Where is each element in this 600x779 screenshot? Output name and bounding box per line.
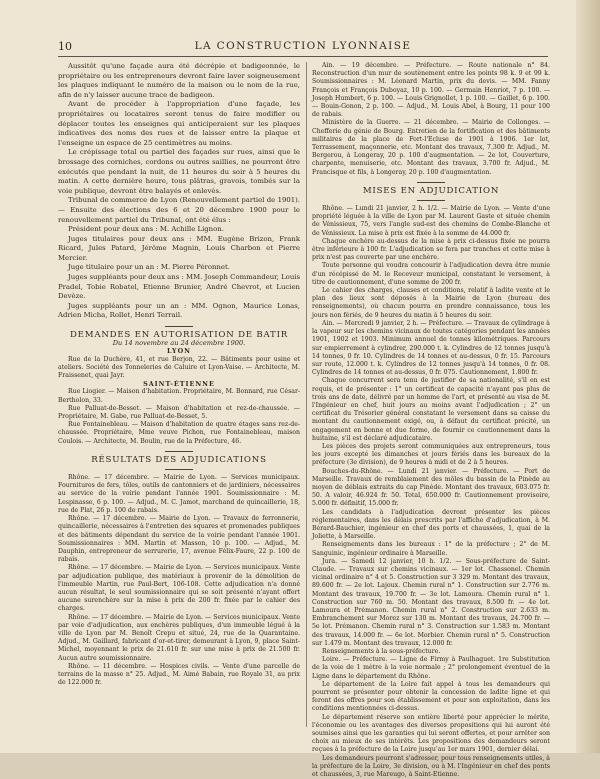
ornament-divider xyxy=(165,326,193,327)
paragraph: Les demandeurs pourront s'adresser, pour tous renseignements utiles, à la préfecture de la Loire, 3e division, ou à M. l'Ingénieur en chef des ponts et chaussées, 3, rue Mareugo, à Saint-Etienne. xyxy=(312,754,550,779)
page-number: 10 xyxy=(58,40,72,53)
list-item: Rhône. — 11 décembre. — Hospices civils. — Vente d'une parcelle de terrains de la masse n° 25. Adjud., M. Aimé Babain, rue Royale 31, au prix de 122.000 fr. xyxy=(58,662,300,687)
list-item: Rhône. — 17 décembre. — Mairie de Lyon. — Services municipaux. Vente par voie d'adjudication, aux enchères publiques, d'un immeuble légué à la ville de Lyon par M. Benoît Crepu et situé, 24, rue de la Quarantaine. Adjud., M. Gaillard, fabricant d'or-et-tirer, demeurant à Lyon, 9, place Saint-Michel, moyennant le prix de 21.610 fr. sur une mise à prix de 21.500 fr. Aucun autre soumissionnaire. xyxy=(58,613,300,662)
list-item: Rhône. — Lundi 21 janvier, 2 h. 1/2. — Mairie de Lyon. — Vente d'une propriété léguée à la ville de Lyon par M. Laurent Gaste et située chemin de Vénissieux, 75, vers l'angle sud-est des chemins de Combe-Blanche et de Vénissieux. La mise à prix est fixée à la somme de 44.000 fr. xyxy=(312,205,550,237)
paragraph: Renseignements à la sous-préfecture. xyxy=(322,648,441,656)
paragraph: Le crépissage total ou partiel des façades sur rues, ainsi que le brossage des corniches, cordons ou autres saillies, ne pourront être exécutés que pendant la nuit, de 11 heures du soir à 5 heures du matin. A cette dernière heure, tous plâtras, gravois, tombés sur la voie publique, devront être balayés et enlevés. xyxy=(58,148,300,195)
paragraph: Chaque concurrent sera tenu de justifier de sa nationalité, s'il en est requis, et de présenter : 1° un certificat de capacité n'ayant pas plus de trois ans de date, délivré par un homme de l'art, et présenté au visa de M. l'Ingénieur en chef, huit jours au moins avant l'adjudication ; 2° un certificat du Trésorier général constatant le versement dans sa caisse du montant du cautionnement exigé, ou, à défaut du certificat précité, un engagement en bonne et due forme, de fournir ce cautionnement dans la huitaine, s'il est déclaré adjudicataire. xyxy=(312,377,550,442)
column-divider xyxy=(306,62,307,727)
section-subtitle: Du 14 novembre au 24 décembre 1900. xyxy=(112,339,246,348)
paragraph: Toute personne qui voudra concourir à l'adjudication devra être munie d'un récépissé de M. le Receveur municipal, constatant le versement, à titre de cautionnement, d'une somme de 200 fr. xyxy=(312,262,550,286)
left-column xyxy=(58,62,300,732)
list-item: Jura. — Samedi 12 janvier, 10 h. 1/2. — Sous-préfecture de Saint-Claude. — Travaux sur chemins vicinaux. — 1er lot. Chassonel. Chemin vicinal ordinaire n° 4 et 5. Construction sur 3 329 m. Montant des travaux, 89.600 fr. — 2e lot. Lajoux. Chemin rural n° 1. Construction sur 2.776 m. Montant des travaux, 19.700 fr. — 3e lot. Lamoura. Chemin rural n° 1. Construction sur 760 m. 50. Montant des travaux, 8.500 fr. — 4e lot. Lamoura et Prémanon. Chemin rural n° 2. Construction sur 2.633 m. Embranchement sur Morez sur 130 m. Montant des travaux, 24.700 fr. — 5e lot. Prémanon. Chemin rural n° 3. Construction sur 1.583 m. Montant des travaux, 14.000 fr. — 6e lot. Morbier. Chemin rural n° 5. Construction sur 1.479 m. Montant des travaux, 12.000 fr. xyxy=(312,557,550,647)
paragraph: Juge titulaire pour un an : M. Pierre Péronnet. xyxy=(68,263,230,272)
list-item: Ain. — 19 décembre. — Préfecture. — Route nationale n° 84. Reconstruction d'un mur de soutènement entre les points 98 k. 9 et 99 k. Soumissionnaires : M. Léonard Martin, prix du devis. — MM. Fanny François et François Duboyaz, 10 p. 100. — Germain Henriot, 7 p. 100. — Joseph Humbert, 6 p. 100. — Louis Grignollet, 1 p. 100. — Gaillet, 6 p. 100. — Bouin-Gonon, 2 p. 100. — Adjud., M. Louis Abel, à Bourg, 11 pour 100 de rabais. xyxy=(312,62,550,119)
paragraph: Le département réserve son entière liberté pour apprécier le mérite, l'économie ou les avantages des diverses propositions qui lui auront été soumises ainsi que les garanties qui lui seront offertes, et pour arrêter son choix au mieux de ses intérêts. Les propositions des demandeurs seront reçues à la préfecture de la Loire jusqu'au 1er mars 1901, dernier délai. xyxy=(312,713,550,754)
right-column xyxy=(312,62,550,779)
list-item: Rhône. — 17 décembre. — Mairie de Lyon. — Services municipaux. Fournitures de fers, tôles, outils de cantonniers et de jardiniers, nécessaires au service de la voirie pendant l'année 1901. Soumissionnaire : M. Lespinasse, 6 p. 100. — Adjud., M. C. Jamot, marchand de quincaillerie, 18, rue de Plat, 26 p. 100 de rabais. xyxy=(58,474,300,514)
intro-block xyxy=(58,62,300,321)
list-item: Bouches-du-Rhône. — Lundi 21 janvier. — Préfecture. — Port de Marseille. Travaux de remblaiement des môles du bassin de la Pinède au moyen de déblais extraits du cap Pinède. Montant des travaux, 603.075 fr. 50. A valoir, 46.924 fr. 50. Total, 650.000 fr. Cautionnement provisoire, 5.000 fr. définitif, 15.000 fr. xyxy=(312,467,550,508)
paragraph: Renseignements dans les bureaux : 1° de la préfecture ; 2° de M. Sanguinic, ingénieur ordinaire à Marseille. xyxy=(312,541,550,557)
paragraph: Tribunal de commerce de Lyon (Renouvellement partiel de 1901). — Ensuite des élections des 6 et 20 décembre 1900 pour le renouvellement partiel du Tribunal, ont été élus : xyxy=(58,196,300,224)
paragraph: Avant de procéder à l'appropriation d'une façade, les propriétaires ou locataires seront tenus de faire modifier ou déplacer toutes les enseignes qui anticiperaient sur les plaques indicatives des noms des rues et de laisser entre la plaque et l'enseigne un espace de 25 centimètres au moins. xyxy=(58,100,300,147)
paragraph: Le département de la Loire fait appel à tous les demandeurs qui pourront se présenter pour obtenir la concession de ladite ligne et qui feront des offres pour son établissement et pour son exploitation, dans les conditions mentionnées ci-dessus. xyxy=(312,680,550,713)
list-item: Rhône. — 17 décembre. — Mairie de Lyon. — Services municipaux. Vente par adjudication publique, des matériaux à provenir de la démolition de l'immeuble Martin, rue Paul-Bert, 106-108. Cette adjudication n'a donné aucun résultat, le seul soumissionnaire qui se soit présenté n'ayant offert aucune surenchère sur la mise à prix de 200 fr. fixée par le cahier des charges. xyxy=(58,564,300,613)
section-title-mises: MISES EN ADJUDICATION xyxy=(362,185,500,196)
paragraph: Juges suppléants pour un an : MM. Ognon, Maurice Lonas, Adrien Micha, Rollet, Henri Terrail. xyxy=(58,301,300,320)
paragraph: Chaque enchère au-dessus de la mise à prix ci-dessus fixée ne pourra être inférieure à 100 fr. L'adjudication se fera par tranches et cette mise à prix n'est pas couverte par une enchère. xyxy=(312,237,550,262)
list-item: Ministère de la Guerre. — 21 décembre. — Mairie de Collonges. — Chefferie du génie de Bourg. Entretien de la fortification et des bâtiments militaires de la place de Fort-l'Ecluse de 1901 à 1906. 1er lot, Terrassement, maçonnerie, etc. Montant des travaux, 7.300 fr. Adjud., M. Bergerou, à Longeray, 20 p. 100 d'augmentation. — 2e lot, Couverture, charpente, menuiserie, etc. Montant des travaux, 3.700 fr. Adjud., M. Francisque et fils, à Longeray, 20 p. 100 d'augmentation. xyxy=(312,119,550,176)
ornament-divider xyxy=(165,451,193,452)
section-title-resultats: RÉSULTATS DES ADJUDICATIONS xyxy=(91,454,267,465)
paragraph: Rue Fontainebleau. — Maison d'habitation de quatre étages sans rez-de-chaussée. Propriétaire, Mme veuve Pichon, rue Fontainebleau, maison Coulois. — Architecte, M. Boulin, rue de la Préfecture, 46. xyxy=(58,421,300,445)
binding-gutter xyxy=(576,0,600,753)
paragraph: Rue Palluat-de-Besset. — Maison d'habitation et rez-de-chaussée. — Propriétaire, M. Gabe, rue Palluat-de-Besset, 5. xyxy=(58,404,300,421)
list-item: Rhône. — 17 décembre. — Mairie de Lyon. — Travaux de ferronnerie, quincaillerie, nécessaires à l'entretien des squares et promenades publiques et des bâtiments dépendant du service de la voirie pendant l'année 1901. Soumissionnaires : MM. Martin et Masson, 10 p. 100. — Adjud., M. Dauphin, entrepreneur de serrurerie, 17, avenue Félix-Faure, 22 p. 100 de rabais. xyxy=(58,515,300,564)
city-heading: SAINT-ÉTIENNE xyxy=(143,380,215,389)
paragraph: Rue Liogier. — Maison d'habitation. Propriétaire, M. Bonnard, rue César-Bertholon, 33. xyxy=(58,388,300,404)
list-item: Loire. — Préfecture. — Ligne de Firmy à Paulhaguet. 1re Substitution de la voie de 1 mètre à la voie normale ; 2° prolongement éventuel de la Ligne dans le département du Rhône. xyxy=(312,656,550,680)
ornament-divider xyxy=(165,469,193,470)
city-heading: LYON xyxy=(166,347,192,356)
header-rule xyxy=(58,56,548,57)
paragraph: Le cahier des charges, clauses et conditions, relatif à ladite vente et le plan des lieux sont déposés à la Mairie de Lyon (bureau des renseignements), où chacun pourra en prendre connaissance, tous les jours non fériés, de 9 heures du matin à 5 heures du soir. xyxy=(312,287,550,319)
paragraph: Les pièces des projets seront communiquées aux entrepreneurs, tous les jours excepté les dimanches et jours fériés dans les bureaux de la préfecture (3e division), de 9 heures à midi et de 2 à 5 heures. xyxy=(312,442,550,467)
paragraph: Juges suppléants pour deux ans : MM. Joseph Commandeur, Louis Pradel, Tobie Robatel, Etienne Brunier, André Chevrot, et Lucien Devèze. xyxy=(58,273,300,301)
paragraph: Juges titulaires pour deux ans : MM. Eugène Brizon, Frank Ricard, Jules Patard, Jérôme Magnin, Louis Charbon et Pierre Mercier. xyxy=(58,234,300,262)
ornament-divider xyxy=(417,200,445,201)
section-title-demandes: DEMANDES EN AUTORISATION DE BATIR xyxy=(69,330,289,341)
paragraph: Les candidats à l'adjudication devront présenter les pièces réglementaires, dans les délais prescrits par l'affiche d'adjudication, à M. Bérard-Bauchier, ingénieur en chef des ports et chaussées, 1, quai de la Joliette, à Marseille. xyxy=(312,508,550,541)
paragraph: Président pour deux ans : M. Achille Lignon. xyxy=(68,225,224,234)
running-header xyxy=(58,40,548,54)
publication-title: LA CONSTRUCTION LYONNAISE xyxy=(194,40,412,52)
ornament-divider xyxy=(417,182,445,183)
paragraph: Aussitôt qu'une façade aura été décrépie et badigeonnée, le propriétaire ou les entrepreneurs devront faire laver soigneusement les plaques indiquant le numéro de la maison ou le nom de la rue, afin de n'y laisser aucune trace de badigeon. xyxy=(58,62,300,99)
list-item: Ain. — Mercredi 9 janvier, 2 h. — Préfecture. — Travaux de cylindrage à la vapeur sur les chemins vicinaux de toutes catégories pendant les années 1901, 1902 et 1903. Minimum annuel de tonnes kilométriques. Parcours sur empierrement à cylindrer, 290.000 t. k. Cylindres de 12 tonnes jusqu'à 14 tonnes, 0 fr. 10. Cylindres de 14 tonnes et au-dessus, 0 fr. 15. Parcours sur route, 12.000 t. k. Cylindres de 12 tonnes jusqu'à 14 tonnes, 0 fr. 08. Cylindres de 14 tonnes et au-dessus, 0 fr. 075. Cautionnement, 1.800 fr. xyxy=(312,319,550,377)
paragraph: Rue de la Duchère, 41, et rue Berjon, 22. — Bâtiments pour usine et ateliers. Société des Tonneleries de Caluire et Lyon-Vaise. — Architecte, M. Fraissenet, quai Jayr. xyxy=(58,355,300,380)
